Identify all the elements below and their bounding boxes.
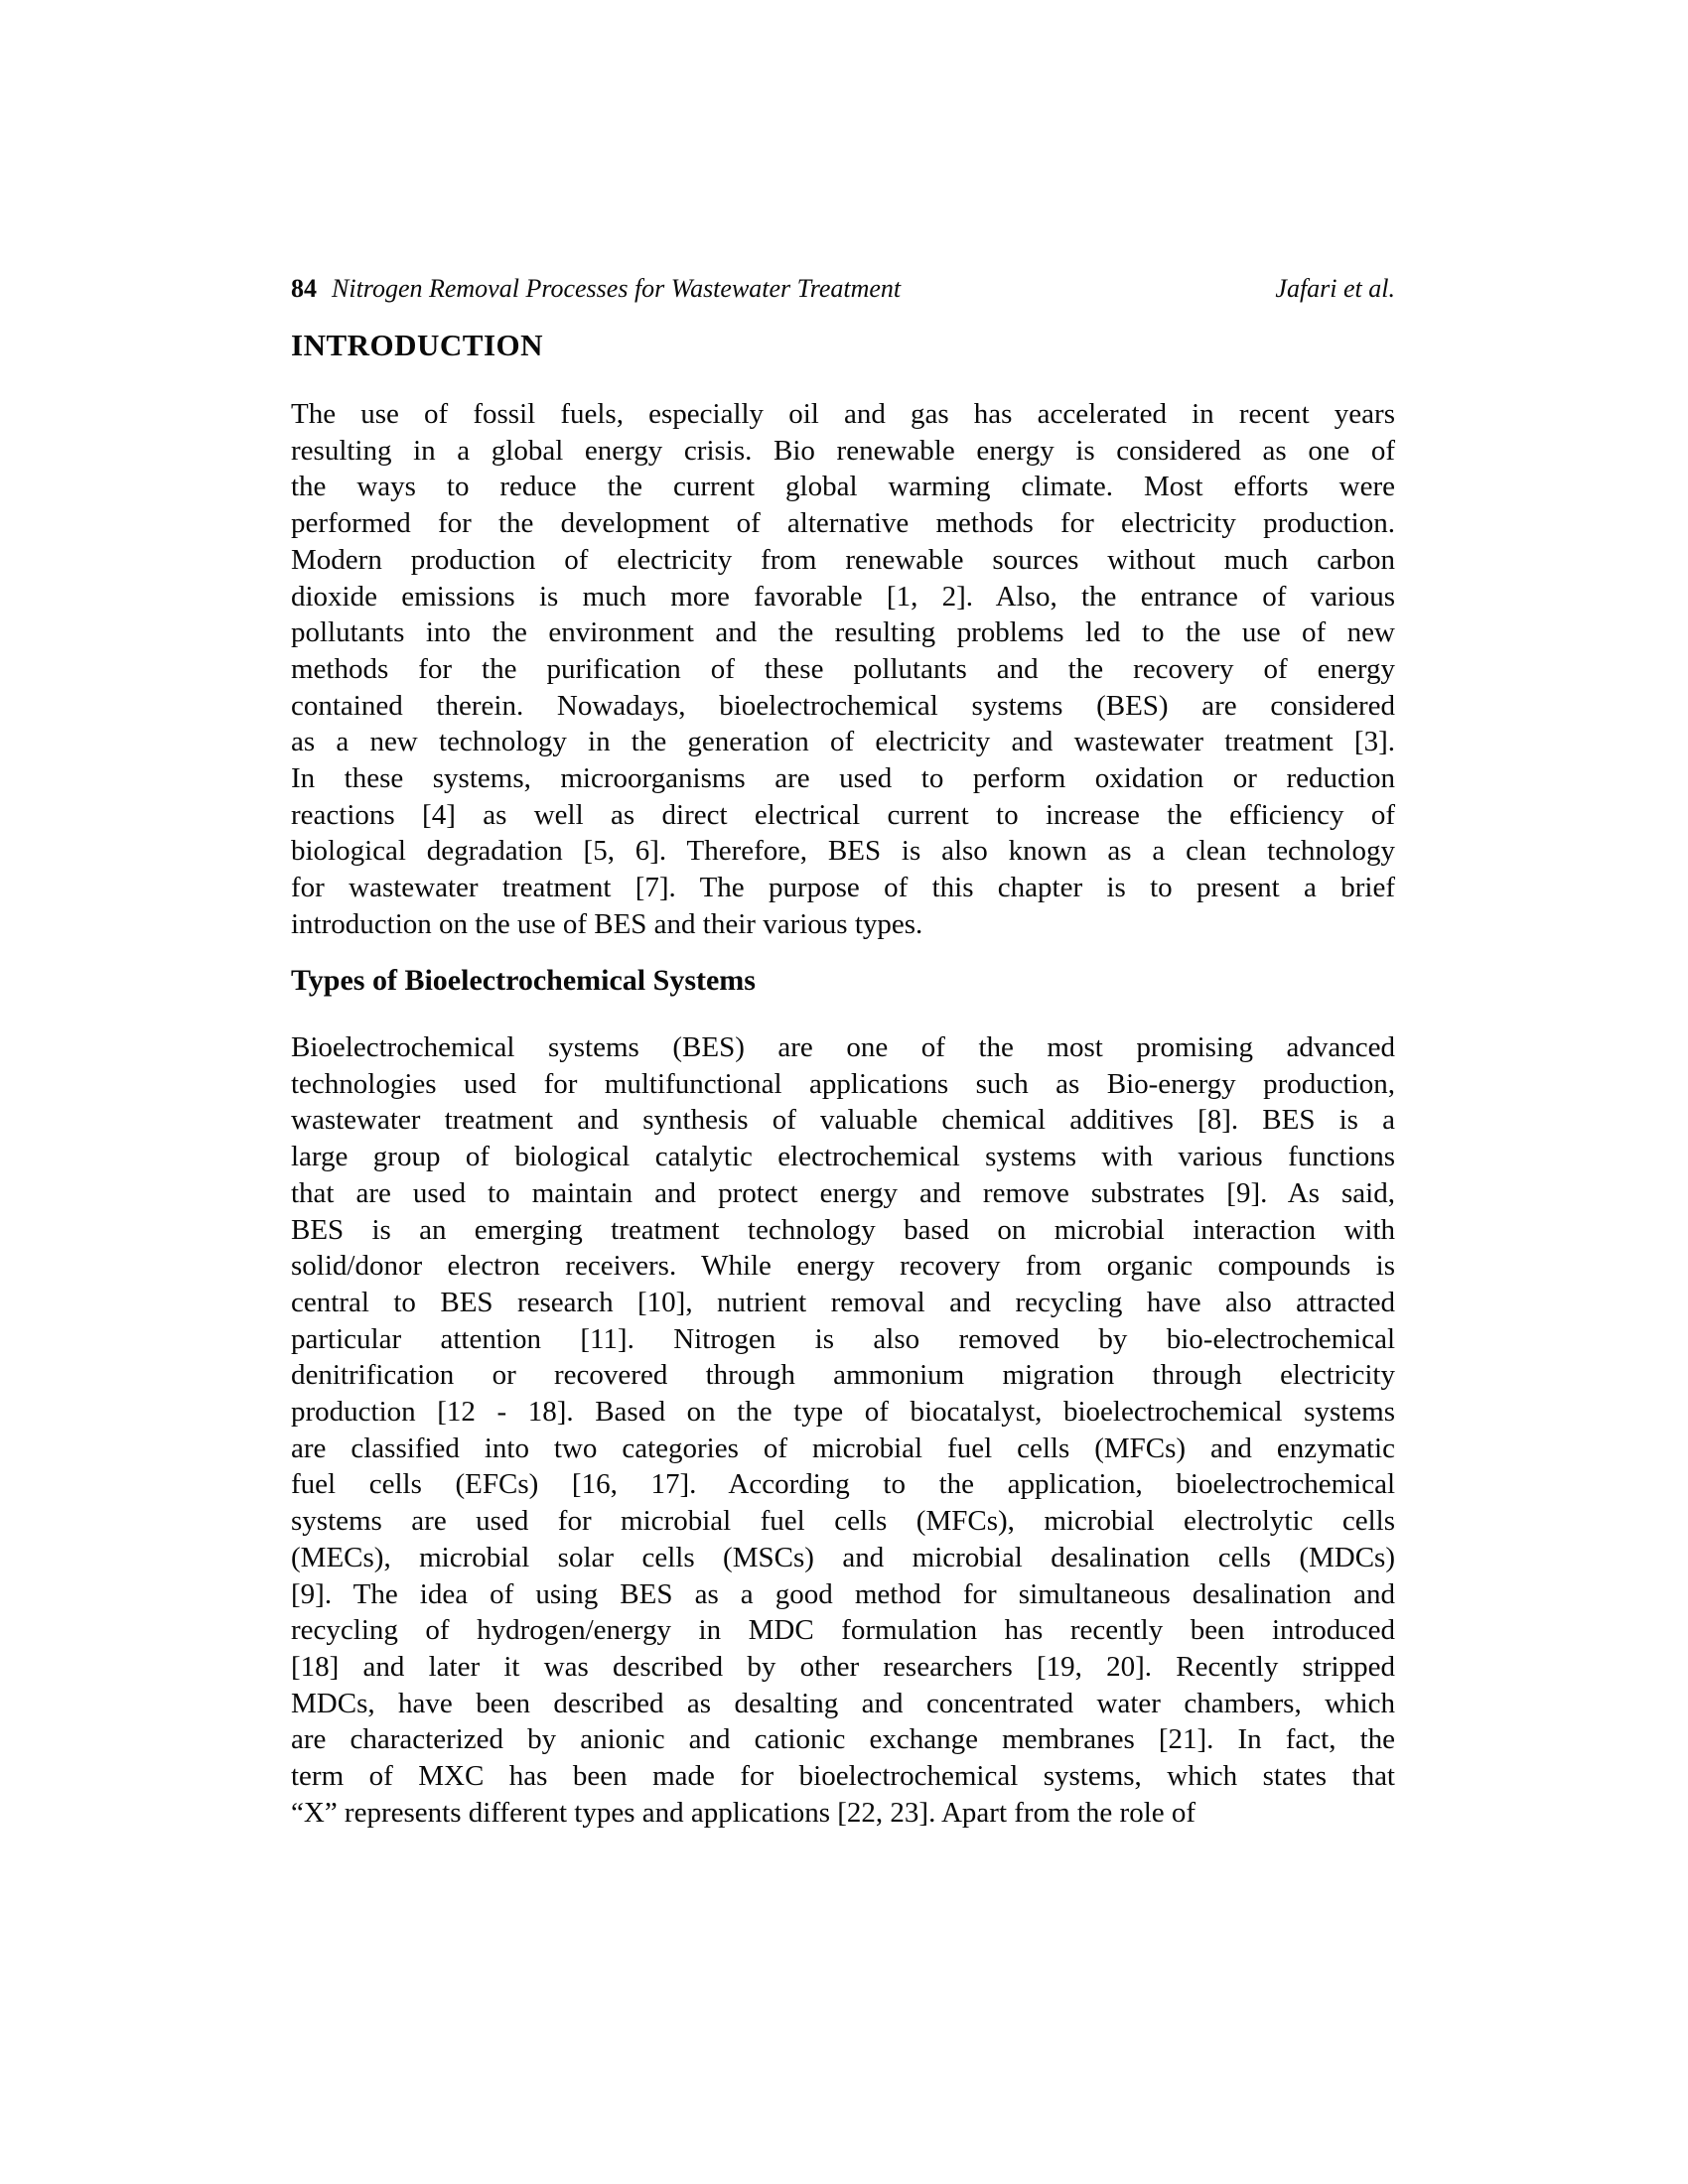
text-line: denitrification or recovered through ammonium migration through electricity (291, 1359, 1395, 1392)
text-line: production [12 - 18]. Based on the type of biocatalyst, bioelectrochemical systems (291, 1396, 1395, 1429)
text-line: [9]. The idea of using BES as a good method for simultaneous desalination and (291, 1577, 1395, 1610)
text-line: “X” represents different types and applications [22, 23]. Apart from the role of (291, 1796, 1196, 1829)
text-line: the ways to reduce the current global warming climate. Most efforts were (291, 471, 1395, 503)
text-line: central to BES research [10], nutrient removal and recycling have also attracted (291, 1286, 1395, 1318)
running-title: Nitrogen Removal Processes for Wastewater Treatment (332, 274, 902, 303)
text-line: biological degradation [5, 6]. Therefore, BES is also known as a clean technology (291, 835, 1395, 868)
text-line: introduction on the use of BES and their various types. (291, 907, 923, 940)
running-header-author: Jafari et al. (1275, 274, 1395, 303)
section-heading-types-of-bes: Types of Bioelectrochemical Systems (291, 964, 756, 997)
text-line: BES is an emerging treatment technology based on microbial interaction with (291, 1213, 1395, 1246)
text-line: contained therein. Nowadays, bioelectrochemical systems (BES) are considered (291, 689, 1395, 722)
text-line: solid/donor electron receivers. While energy recovery from organic compounds is (291, 1250, 1395, 1283)
text-line: [18] and later it was described by other researchers [19, 20]. Recently stripped (291, 1650, 1395, 1683)
text-line: The use of fossil fuels, especially oil and gas has accelerated in recent years (291, 398, 1395, 430)
text-line: term of MXC has been made for bioelectrochemical systems, which states that (291, 1760, 1395, 1793)
text-line: methods for the purification of these pollutants and the recovery of energy (291, 652, 1395, 685)
running-header-left (291, 274, 901, 304)
text-line: resulting in a global energy crisis. Bio renewable energy is considered as one of (291, 434, 1395, 467)
running-header (291, 274, 1395, 304)
text-line: performed for the development of alternative methods for electricity production. (291, 507, 1395, 540)
text-line: Bioelectrochemical systems (BES) are one of the most promising advanced (291, 1031, 1395, 1063)
text-line: for wastewater treatment [7]. The purpose of this chapter is to present a brief (291, 872, 1395, 904)
text-line: large group of biological catalytic electrochemical systems with various functions (291, 1141, 1395, 1173)
text-line: In these systems, microorganisms are used to perform oxidation or reduction (291, 762, 1395, 795)
text-line: are characterized by anionic and cationic exchange membranes [21]. In fact, the (291, 1723, 1395, 1756)
types-of-bes-paragraph (291, 1029, 1395, 1831)
text-line: wastewater treatment and synthesis of valuable chemical additives [8]. BES is a (291, 1104, 1395, 1137)
text-line: fuel cells (EFCs) [16, 17]. According to the application, bioelectrochemical (291, 1468, 1395, 1501)
text-line: dioxide emissions is much more favorable [1, 2]. Also, the entrance of various (291, 580, 1395, 613)
page-number: 84 (291, 274, 317, 303)
text-line: particular attention [11]. Nitrogen is also removed by bio-electrochemical (291, 1322, 1395, 1355)
text-line: (MECs), microbial solar cells (MSCs) and microbial desalination cells (MDCs) (291, 1541, 1395, 1573)
text-line: that are used to maintain and protect energy and remove substrates [9]. As said, (291, 1176, 1395, 1209)
text-line: technologies used for multifunctional applications such as Bio-energy production, (291, 1067, 1395, 1100)
text-line: pollutants into the environment and the resulting problems led to the use of new (291, 616, 1395, 649)
text-line: systems are used for microbial fuel cells (MFCs), microbial electrolytic cells (291, 1505, 1395, 1538)
text-line: MDCs, have been described as desalting and concentrated water chambers, which (291, 1687, 1395, 1719)
text-line: recycling of hydrogen/energy in MDC formulation has recently been introduced (291, 1614, 1395, 1647)
text-line: Modern production of electricity from renewable sources without much carbon (291, 543, 1395, 576)
section-heading-introduction: INTRODUCTION (291, 328, 544, 362)
text-line: are classified into two categories of microbial fuel cells (MFCs) and enzymatic (291, 1432, 1395, 1464)
text-line: as a new technology in the generation of electricity and wastewater treatment [3]. (291, 726, 1395, 758)
text-line: reactions [4] as well as direct electrical current to increase the efficiency of (291, 798, 1395, 831)
introduction-paragraph (291, 396, 1395, 943)
